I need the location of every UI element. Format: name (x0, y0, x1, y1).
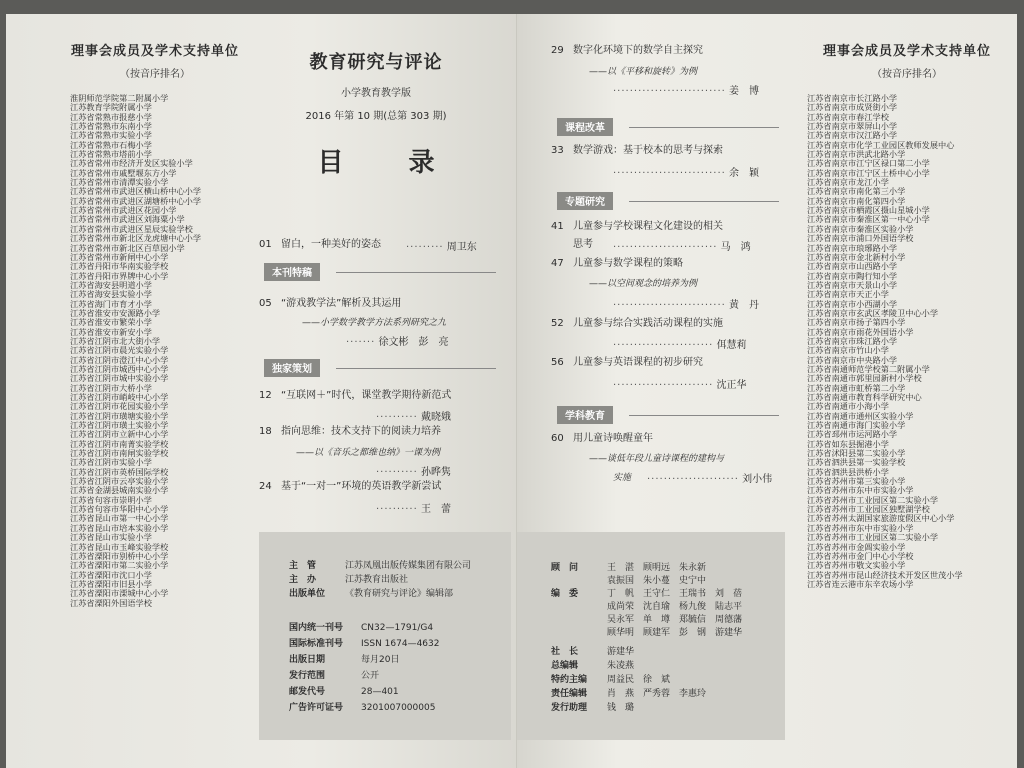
member-list-item: 江苏省江阴市南菁实验学校 (70, 438, 169, 449)
toc-subtitle: ——以空间观念的培养为例 (589, 279, 698, 289)
toc-page-number: 60 (551, 433, 564, 444)
member-list-item: 江苏省南京市浦口外国语学校 (807, 233, 914, 244)
member-list-item: 江苏省南京市江宁区禄口第二小学 (807, 158, 930, 169)
member-list-item: 江苏省南京市珠江路小学 (807, 335, 898, 346)
member-list-item: 江苏省昆山市第一中心小学 (70, 513, 169, 524)
member-list-item: 江苏省江阴市璜塘实验小学 (70, 410, 169, 421)
member-list-item: 江苏省邳州市运河路小学 (807, 429, 898, 440)
member-list-item: 江苏省南通市小海小学 (807, 401, 889, 412)
toc-entry[interactable] (259, 297, 401, 311)
member-list-item: 江苏省常州市武进区花园小学 (70, 205, 177, 216)
section-tag: 课程改革 (557, 118, 613, 136)
toc-author: ························· 马 鸿 (613, 242, 751, 253)
colophon-row: 编 委 丁 帆 王守仁 王瑞书 刘 蓓 (551, 589, 743, 599)
member-list-item: 江苏省如东县掘港小学 (807, 438, 889, 449)
contents-heading: 目 录 (317, 148, 463, 178)
member-list-item: 江苏省常熟市东南小学 (70, 121, 152, 132)
toc-author: ·········· 王 蕾 (376, 504, 451, 515)
section-rule (629, 415, 779, 416)
member-list-item: 江苏省江阴市南闸实验学校 (70, 448, 169, 459)
member-list-item: 江苏省常州市新闸中心小学 (70, 251, 169, 262)
journal-issue: 2016 年第 10 期(总第 303 期) (305, 111, 447, 122)
member-list-item: 江苏省连云港市东辛农场小学 (807, 578, 914, 589)
member-list-item: 江苏省江阴市花园实验小学 (70, 401, 169, 412)
member-list-item: 江苏省溧阳市沈口小学 (70, 569, 152, 580)
member-list-item: 江苏省南京市天景山小学 (807, 279, 898, 290)
toc-title: 用儿童诗唤醒童年 (573, 433, 653, 444)
toc-author: ··························· 余 颖 (613, 168, 760, 179)
colophon-row: 特约主编 周益民 徐 斌 (551, 675, 671, 685)
colophon-row: 国际标准刊号 ISSN 1674—4632 (289, 639, 440, 649)
right-members-list (807, 94, 1007, 589)
toc-page-number: 05 (259, 298, 272, 309)
member-list-item: 江苏省溧阳市别桥中心小学 (70, 550, 169, 561)
member-list-item: 江苏省溧阳市溧城中心小学 (70, 588, 169, 599)
member-list-item: 江苏省南通市通州区实验小学 (807, 410, 914, 421)
colophon-row: 邮发代号 28—401 (289, 687, 399, 697)
toc-entry[interactable] (551, 144, 723, 158)
toc-page-number: 52 (551, 318, 564, 329)
member-list-item: 江苏省昆山市实验小学 (70, 532, 152, 543)
toc-entry[interactable] (551, 44, 703, 58)
member-list-item: 江苏省江阴市大桥小学 (70, 382, 152, 393)
journal-title: 教育研究与评论 (309, 52, 443, 73)
member-list-item: 江苏省沭阳县第二实验小学 (807, 448, 906, 459)
member-list-item: 江苏省南京市南化第三小学 (807, 186, 906, 197)
colophon-row: 社 长 游建华 (551, 647, 635, 657)
toc-page-number: 24 (259, 481, 272, 492)
toc-page-number: 29 (551, 45, 564, 56)
colophon-row: 成尚荣 沈自瑜 杨九俊 陆志平 (607, 602, 743, 612)
member-list-item: 江苏省淮安市安源路小学 (70, 307, 161, 318)
colophon-editorial (517, 532, 785, 740)
member-list-item: 江苏省南京市玄武区孝陵卫中心小学 (807, 307, 939, 318)
colophon-row: 吴永军 单 墫 郑毓信 周德藩 (607, 615, 743, 625)
member-list-item: 江苏省苏州太湖国家旅游度假区中心小学 (807, 513, 955, 524)
member-list-item: 江苏省南京市南化第四小学 (807, 195, 906, 206)
member-list-item: 江苏省南京市竹山小学 (807, 345, 889, 356)
colophon-row: 袁振国 朱小蔓 史宁中 (607, 576, 707, 586)
member-list-item: 江苏省江阴市北大街小学 (70, 335, 161, 346)
toc-page-number: 12 (259, 390, 272, 401)
member-list-item: 江苏省南通市虹桥第二小学 (807, 382, 906, 393)
member-list-item: 江苏省南京市龙江小学 (807, 177, 889, 188)
left-page (6, 14, 517, 768)
section-tag: 学科教育 (557, 406, 613, 424)
colophon-row: 发行助理 钱 璐 (551, 703, 635, 713)
section-rule (629, 127, 779, 128)
right-members-title: 理事会成员及学术支持单位 (822, 44, 991, 59)
section-rule (336, 272, 496, 273)
left-members-subtitle: （按音序排名） (120, 69, 190, 80)
toc-entry[interactable] (259, 480, 441, 494)
toc-page-number: 18 (259, 426, 272, 437)
member-list-item: 江苏省南京市陶行知小学 (807, 270, 898, 281)
member-list-item: 江苏省苏州市工业园区独墅湖学校 (807, 504, 930, 515)
member-list-item: 江苏省江阴市城中实验小学 (70, 373, 169, 384)
toc-author: ························ 佴慧莉 (613, 340, 747, 351)
colophon-row: 主 管 江苏凤凰出版传媒集团有限公司 (289, 561, 472, 571)
member-list-item: 江苏省苏州市昆山经济技术开发区世茂小学 (807, 569, 963, 580)
section-rule (629, 201, 779, 202)
toc-subtitle: ——以《平移和旋转》为例 (589, 67, 698, 77)
toc-entry[interactable] (551, 356, 703, 370)
toc-author: ······················ 刘小伟 (647, 474, 773, 485)
member-list-item: 江苏省溧阳外国语学校 (70, 597, 152, 608)
member-list-item: 江苏省苏州市东中市实验小学 (807, 485, 914, 496)
toc-title-continuation: 思考 (573, 239, 593, 250)
toc-page-number: 47 (551, 258, 564, 269)
colophon-row: 出版日期 每月20日 (289, 655, 400, 665)
toc-title: 儿童参与学校课程文化建设的相关 (573, 221, 723, 232)
member-list-item: 江苏省南京市洪武北路小学 (807, 149, 906, 160)
member-list-item: 江苏省南京市秦淮区第一中心小学 (807, 214, 930, 225)
member-list-item: 江苏省苏州市金门中心小学校 (807, 550, 914, 561)
member-list-item: 江苏省海门市育才小学 (70, 298, 152, 309)
member-list-item: 江苏省苏州市金阊实验小学 (807, 541, 906, 552)
member-list-item: 江苏省南京市天正小学 (807, 289, 889, 300)
left-members-list (70, 94, 240, 608)
journal-header (256, 48, 496, 179)
member-list-item: 江苏省江阴市璜土实验小学 (70, 420, 169, 431)
colophon-row: 总编辑 朱凌燕 (551, 661, 635, 671)
toc-subtitle: ——谈低年段儿童诗课程的建构与 (589, 454, 725, 464)
toc-entry[interactable] (259, 238, 381, 252)
member-list-item: 江苏省南通市郭里园新村小学校 (807, 373, 922, 384)
member-list-item: 江苏省苏州市东中市实验小学 (807, 522, 914, 533)
member-list-item: 江苏省句容市华阳中心小学 (70, 504, 169, 515)
member-list-item: 江苏省江阴市立新中心小学 (70, 429, 169, 440)
member-list-item: 江苏省昆山市培本实验小学 (70, 522, 169, 533)
member-list-item: 江苏省江阴市实验小学 (70, 457, 152, 468)
member-list-item: 江苏省南京市秦淮区实验小学 (807, 223, 914, 234)
colophon-row: 顾 问 王 湛 顾明远 朱永新 (551, 563, 707, 573)
member-list-item: 江苏省南通市教育科学研究中心 (807, 392, 922, 402)
colophon-publisher (259, 532, 511, 740)
member-list-item: 江苏省常州市经济开发区实验小学 (70, 158, 193, 169)
toc-entry[interactable] (551, 317, 723, 331)
member-list-item: 江苏省泗洪县第一实验学校 (807, 457, 906, 468)
toc-entry[interactable] (551, 432, 653, 446)
toc-title: 留白，一种美好的姿态 (281, 239, 381, 250)
member-list-item: 江苏省南京市成贤街小学 (807, 102, 898, 113)
toc-entry[interactable] (551, 220, 723, 234)
toc-entry[interactable] (259, 389, 451, 403)
journal-subtitle: 小学教育教学版 (341, 88, 411, 99)
member-list-item: 江苏省常州市武进区星辰实验学校 (70, 223, 193, 234)
member-list-item: 江苏省淮安市繁荣小学 (70, 317, 152, 328)
colophon-row: 广告许可证号 3201007000005 (289, 703, 436, 713)
member-list-item: 江苏省句容市崇明小学 (70, 494, 152, 505)
member-list-item: 江苏省苏州市第三实验小学 (807, 476, 906, 487)
member-list-item: 江苏省南京市春江学校 (807, 111, 889, 122)
toc-author: ······· 徐文彬 彭 亮 (346, 337, 449, 348)
toc-author: ········· 周卫东 (406, 242, 477, 253)
toc-subtitle-continuation: 实施 (613, 473, 632, 483)
right-page (517, 14, 1017, 768)
member-list-item: 江苏省南通师范学校第二附属小学 (807, 363, 930, 374)
right-members-block (807, 40, 1007, 589)
member-list-item: 淮阴师范学院第二附属小学 (70, 93, 169, 103)
toc-title: 儿童参与英语课程的初步研究 (573, 357, 703, 368)
member-list-item: 江苏省江阴市澄江中心小学 (70, 354, 169, 365)
member-list-item: 江苏省苏州市敬文实验小学 (807, 560, 906, 571)
member-list-item: 江苏省常熟市实验小学 (70, 130, 152, 141)
toc-subtitle: ——以《音乐之都维也纳》一课为例 (296, 448, 441, 458)
member-list-item: 江苏省苏州市工业园区第二实验小学 (807, 494, 939, 505)
member-list-item: 江苏省南京市雨花外国语小学 (807, 326, 914, 337)
toc-page-number: 01 (259, 239, 272, 250)
member-list-item: 江苏省常州市新北区龙虎塘中心小学 (70, 233, 202, 244)
member-list-item: 江苏省江阴市峭岐中心小学 (70, 392, 169, 402)
toc-title: 数学游戏：基于校本的思考与探索 (573, 145, 723, 156)
right-members-subtitle: （按音序排名） (872, 69, 942, 80)
section-tag: 专题研究 (557, 192, 613, 210)
colophon-row: 主 办 江苏教育出版社 (289, 575, 409, 585)
member-list-item: 江苏省常熟市报慈小学 (70, 111, 152, 122)
member-list-item: 江苏省丹阳市界牌中心小学 (70, 270, 169, 281)
member-list-item: 江苏省南通市海门实验小学 (807, 420, 906, 431)
member-list-item: 江苏省海安县明道小学 (70, 279, 152, 290)
member-list-item: 江苏省江阴市英桥国际学校 (70, 466, 169, 477)
member-list-item: 江苏省常熟市塔前小学 (70, 149, 152, 160)
member-list-item: 江苏省常州市武进区刘海粟小学 (70, 214, 185, 225)
member-list-item: 江苏省南京市琅琊路小学 (807, 242, 898, 253)
toc-author: ··························· 姜 博 (613, 86, 760, 97)
colophon-row: 国内统一刊号 CN32—1791/G4 (289, 623, 434, 633)
member-list-item: 江苏省南京市长江路小学 (807, 93, 898, 103)
member-list-item: 江苏省南京市翠屏山小学 (807, 121, 898, 132)
member-list-item: 江苏省江阴市城西中心小学 (70, 363, 169, 374)
toc-page-number: 33 (551, 145, 564, 156)
toc-subtitle: ——小学数学教学方法系列研究之九 (302, 318, 447, 328)
member-list-item: 江苏省南京市化学工业园区教师发展中心 (807, 139, 955, 150)
member-list-item: 江苏省丹阳市华南实验学校 (70, 261, 169, 272)
toc-title: “互联网＋”时代，课堂教学期待新范式 (281, 390, 452, 401)
section-tag: 本刊特稿 (264, 263, 320, 281)
toc-title: 基于“一对一”环境的英语教学新尝试 (281, 481, 442, 492)
toc-page-number: 56 (551, 357, 564, 368)
member-list-item: 江苏省金湖县城南实验小学 (70, 485, 169, 496)
toc-entry[interactable] (551, 257, 683, 271)
toc-author: ·········· 戴晓娥 (376, 412, 451, 423)
member-list-item: 江苏省常州市武进区湖塘桥中心小学 (70, 195, 202, 206)
member-list-item: 江苏省南京市栖霞区摄山星城小学 (807, 205, 930, 216)
member-list-item: 江苏省常熟市石梅小学 (70, 139, 152, 150)
colophon-row: 发行范围 公开 (289, 671, 380, 681)
section-tag: 独家策划 (264, 359, 320, 377)
member-list-item: 江苏教育学院附属小学 (70, 102, 152, 113)
member-list-item: 江苏省淮安市新安小学 (70, 326, 152, 337)
member-list-item: 江苏省溧阳市旧县小学 (70, 578, 152, 589)
toc-page-number: 41 (551, 221, 564, 232)
member-list-item: 江苏省南京市小西湖小学 (807, 298, 898, 309)
member-list-item: 江苏省南京市扬子第四小学 (807, 317, 906, 328)
toc-title: “游戏教学法”解析及其运用 (281, 298, 402, 309)
colophon-row: 责任编辑 肖 燕 严秀蓉 李惠玲 (551, 689, 707, 699)
member-list-item: 江苏省南京市汉江路小学 (807, 130, 898, 141)
section-rule (336, 368, 496, 369)
member-list-item: 江苏省南京市江宁区土桥中心小学 (807, 167, 930, 178)
member-list-item: 江苏省江阴市晨光实验小学 (70, 345, 169, 356)
member-list-item: 江苏省常州市清潭实验小学 (70, 177, 169, 188)
member-list-item: 江苏省江阴市云亭实验小学 (70, 476, 169, 487)
toc-title: 数字化环境下的数学自主探究 (573, 45, 703, 56)
colophon-row: 顾华明 顾建军 彭 钢 游建华 (607, 628, 743, 638)
member-list-item: 江苏省常州市武进区横山桥中心小学 (70, 186, 202, 197)
member-list-item: 江苏省南京市金北新村小学 (807, 251, 906, 262)
member-list-item: 江苏省溧阳市第二实验小学 (70, 560, 169, 571)
member-list-item: 江苏省常州市新北区百草园小学 (70, 242, 185, 253)
toc-title: 儿童参与数学课程的策略 (573, 258, 683, 269)
member-list-item: 江苏省泗洪县洪桥小学 (807, 466, 889, 477)
left-members-block (70, 40, 240, 608)
member-list-item: 江苏省南京市中央路小学 (807, 354, 898, 365)
member-list-item: 江苏省海安县实验小学 (70, 289, 152, 300)
toc-author: ··························· 黄 丹 (613, 300, 760, 311)
left-members-title: 理事会成员及学术支持单位 (70, 44, 239, 59)
toc-title: 儿童参与综合实践活动课程的实施 (573, 318, 723, 329)
colophon-row: 出版单位 《教育研究与评论》编辑部 (289, 589, 454, 599)
member-list-item: 江苏省常州市戚墅堰东方小学 (70, 167, 177, 178)
member-list-item: 江苏省昆山市玉峰实验学校 (70, 541, 169, 552)
toc-title: 指向思维：技术支持下的阅读力培养 (281, 426, 441, 437)
member-list-item: 江苏省苏州市工业园区第二实验小学 (807, 532, 939, 543)
toc-author: ························ 沈正华 (613, 380, 747, 391)
toc-entry[interactable] (259, 425, 441, 439)
toc-author: ·········· 孙晔隽 (376, 467, 451, 478)
member-list-item: 江苏省南京市山西路小学 (807, 261, 898, 272)
